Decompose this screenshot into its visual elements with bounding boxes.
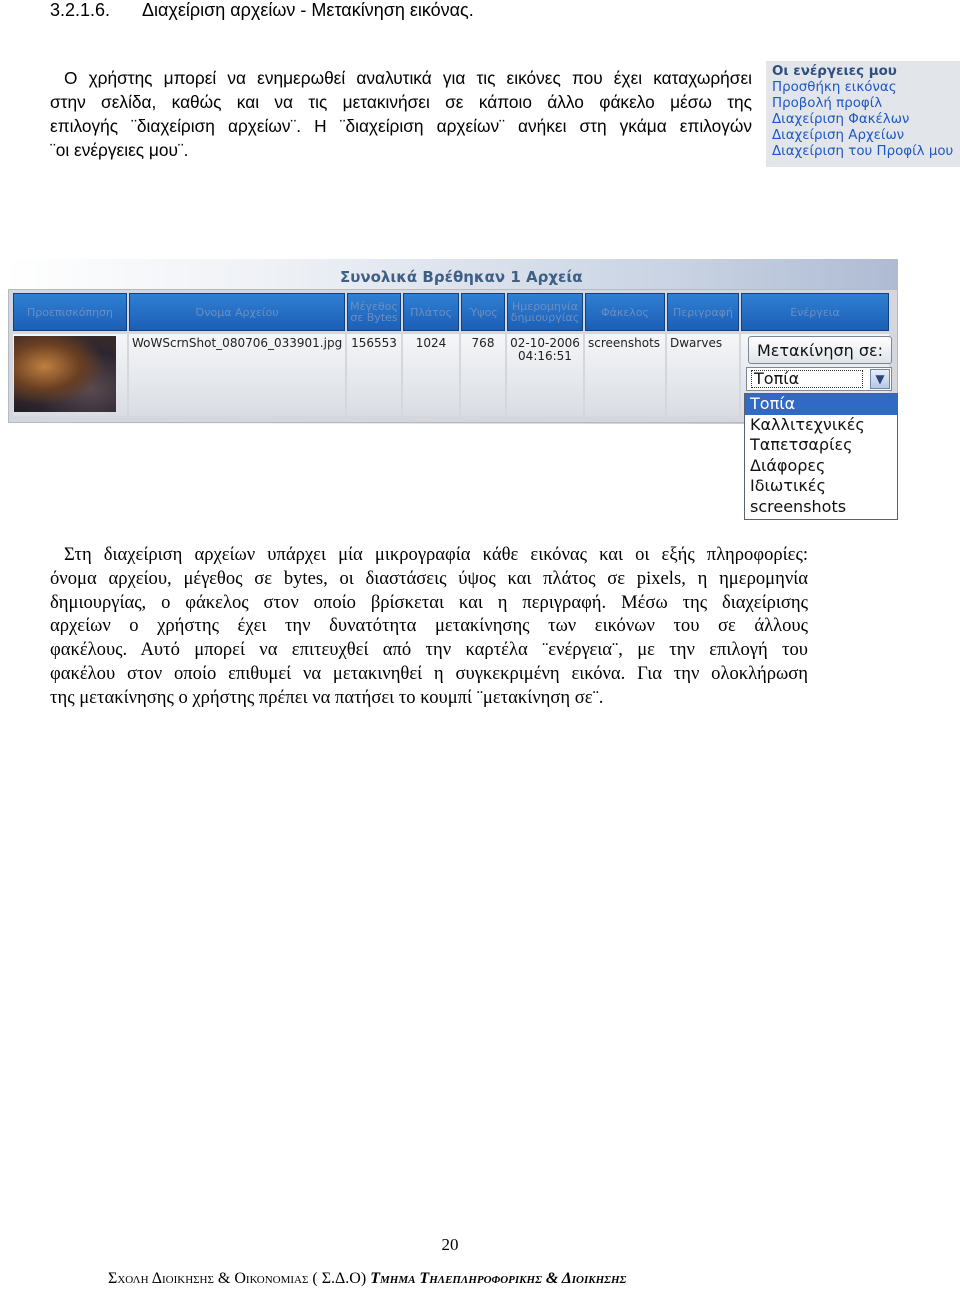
folder-select[interactable]: [746, 367, 892, 391]
action-link-view-profile[interactable]: Προβολή προφίλ: [772, 96, 883, 111]
folder-select-value: Τοπία: [751, 370, 863, 388]
description-cell: Dwarves: [667, 334, 739, 416]
description-paragraph: [50, 543, 808, 710]
column-header-description: Περιγραφή: [667, 293, 739, 331]
folder-dropdown-list: [744, 393, 898, 520]
column-header-height: Ύψος: [461, 293, 505, 331]
file-management-screenshot: [4, 259, 898, 523]
paragraph-line: αρχείων ο χρήστης έχει την δυνατότητα μετακίνησης των εικόνων του σε άλλους: [50, 615, 808, 637]
action-link-add-image[interactable]: Προσθήκη εικόνας: [772, 80, 897, 95]
paragraph-line: ¨οι ενέργειες μου¨.: [50, 140, 189, 160]
column-header-action: Ενέργεια: [741, 293, 889, 331]
width-cell: 1024: [403, 334, 459, 416]
folder-option[interactable]: Τοπία: [745, 394, 897, 415]
chevron-down-icon[interactable]: ▼: [870, 369, 890, 389]
section-heading: [50, 0, 474, 21]
footer-school: Σχολη Διοικησης & Οικονομιας ( Σ.Δ.Ο): [108, 1270, 367, 1287]
filename-cell: WoWScrnShot_080706_033901.jpg: [129, 334, 345, 416]
move-to-button[interactable]: Μετακίνηση σε:: [748, 336, 892, 364]
size-cell: 156553: [347, 334, 401, 416]
column-header-preview: Προεπισκόπηση: [13, 293, 127, 331]
paragraph-line: στην σελίδα, καθώς και να τις μετακινήσει σε κάποιο άλλο φάκελο μέσω της: [50, 92, 752, 112]
action-link-manage-my-profile[interactable]: Διαχείριση του Προφίλ μου: [772, 144, 954, 159]
paragraph-line: δημιουργίας, ο φάκελος στον οποίο βρίσκεται και η περιγραφή. Μέσω της διαχείρισης: [50, 591, 808, 613]
paragraph-line: φακέλου στον οποίο επιθυμεί να μετακινηθεί η συγκεκριμένη εικόνα. Για την ολοκλήρωση: [50, 662, 808, 684]
page-footer: [108, 1270, 626, 1288]
date-cell: [507, 334, 583, 416]
intro-paragraph: [50, 66, 752, 162]
my-actions-title: Οι ενέργειες μου: [772, 64, 897, 79]
section-number: 3.2.1.6.: [50, 0, 111, 20]
time-value: 04:16:51: [518, 349, 572, 363]
folder-option[interactable]: Διάφορες: [750, 455, 826, 475]
column-header-filename: Όνομα Αρχείου: [129, 293, 345, 331]
date-value: 02-10-2006: [510, 336, 580, 350]
files-found-title: Συνολικά Βρέθηκαν 1 Αρχεία: [340, 268, 583, 286]
action-link-manage-files[interactable]: Διαχείριση Αρχείων: [772, 128, 905, 143]
my-actions-panel: [766, 61, 960, 167]
column-header-width: Πλάτος: [403, 293, 459, 331]
paragraph-line: επιλογής ¨διαχείριση αρχείων¨. Η ¨διαχείριση αρχείων¨ ανήκει στη γκάμα επιλογών: [50, 116, 752, 136]
folder-option[interactable]: Ταπετσαρίες: [750, 435, 853, 455]
paragraph-line: Στη διαχείριση αρχείων υπάρχει μία μικρογραφία κάθε εικόνας και οι εξής πληροφορίες:: [64, 544, 808, 565]
section-title: Διαχείριση αρχείων - Μετακίνηση εικόνας.: [142, 0, 474, 20]
height-cell: 768: [461, 334, 505, 416]
page-number: 20: [441, 1235, 459, 1254]
column-header-date: Ημερομηνία δημιουργίας: [507, 293, 583, 331]
footer-department: Τμημα Τηλεπληροφορικης & Διοικησης: [370, 1270, 627, 1287]
action-link-manage-folders[interactable]: Διαχείριση Φακέλων: [772, 112, 910, 127]
paragraph-line: Ο χρήστης μπορεί να ενημερωθεί αναλυτικά για τις εικόνες που έχει καταχωρήσει: [64, 68, 752, 88]
folder-option[interactable]: screenshots: [750, 496, 847, 516]
column-header-size: Μέγεθος σε Bytes: [347, 293, 401, 331]
folder-option[interactable]: Ιδιωτικές: [750, 476, 826, 496]
folder-option[interactable]: Καλλιτεχνικές: [750, 414, 865, 434]
column-header-folder: Φάκελος: [585, 293, 665, 331]
paragraph-line: όνομα αρχείου, μέγεθος σε bytes, οι διαστάσεις ύψος και πλάτος σε pixels, η ημερομηνία: [50, 567, 808, 589]
folder-cell: screenshots: [585, 334, 665, 416]
image-thumbnail[interactable]: [14, 336, 116, 412]
paragraph-line: φακέλους. Αυτό μπορεί να επιτευχθεί από την καρτέλα ¨ενέργεια¨, με την επιλογή του: [50, 639, 808, 661]
paragraph-line: της μετακίνησης ο χρήστης πρέπει να πατήσει το κουμπί ¨μετακίνηση σε¨.: [50, 686, 604, 708]
